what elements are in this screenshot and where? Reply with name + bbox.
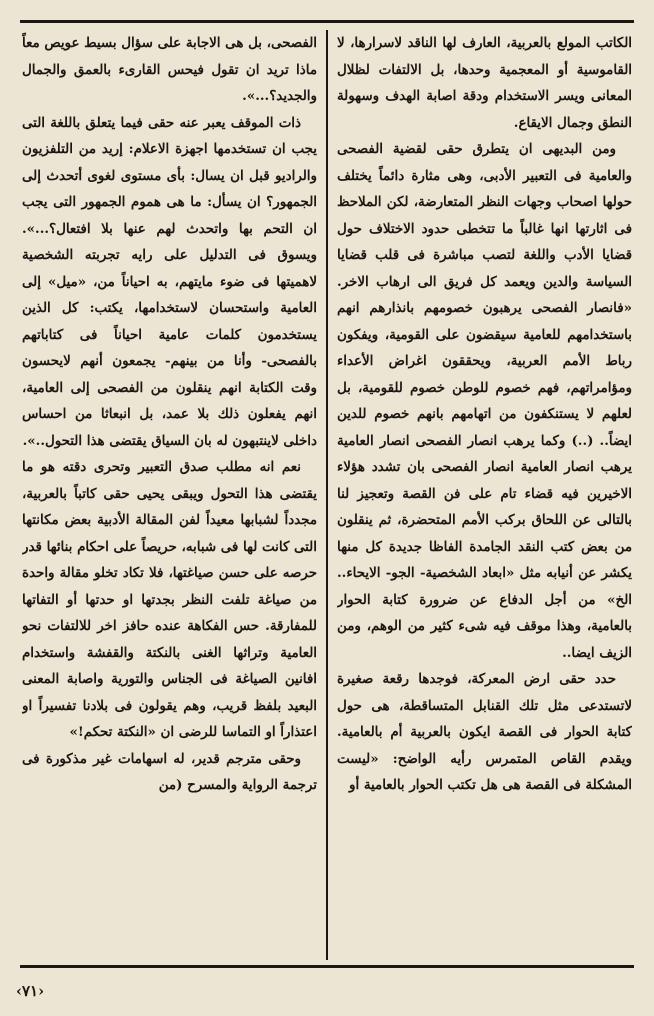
column-divider bbox=[326, 30, 328, 960]
paragraph: نعم انه مطلب صدق التعبير وتحرى دقته هو ما يقتضى هذا التحول ويبقى يحيى حقى كاتباً بالعربية، مجدداً لشبابها معيداً لفن المقالة الأدبية بعض مكانتها التى كانت لها فى شبابه، حريصاً على احكام بنائها قدر حرصه على حسن صياغتها، فلا تكاد تخلو مقالة واحدة من صياغة تلفت النظر بجدتها او حدتها أو التفاتها للمفارقة. حس الفكاهة عنده حافز اخر للالتفات نحو العامية وتراثها الغنى بالنكتة والقفشة واستخدام افانين الصياغة فى الجناس والتورية واصابة المعنى البعيد بلفظ قريب، وهم يقولون فى بلادنا تفسيراً او اعتذاراً او التماسا للرضى ان «النكتة تحكم!» bbox=[22, 459, 317, 740]
top-rule bbox=[20, 20, 634, 23]
paragraph: ذات الموقف يعبر عنه حقى فيما يتعلق باللغة التى يجب ان تستخدمها اجهزة الاعلام: إريد من التلفزيون والراديو قبل ان يسال: بأى مستوى لغوى أتحدث إلى الجمهور؟ ان يسأل: ما هى هموم الجمهور التى يجب ان التحم بها واتحدث لهم عنها بلا افتعال؟...». ويسوق فى التدليل على رايه تجربته الشخصية لاهميتها فى ضوء مايتهم، به احياناً من، «ميل» إلى العامية واستحسان لاستخدامها، يكتب: كل الذين يستخدمون كلمات عامية احياناً فى كتاباتهم بالفصحى- وأنا من بينهم- يجمعون أنهم لايحسون وقت الكتابة انهم ينقلون من الفصحى إلى العامية، انهم يفعلون ذلك بلا عمد، بل انبعاثا من احساس داخلى لاينتبهون له بان السياق يقتضى هذا التحول..». bbox=[22, 114, 317, 449]
bottom-rule bbox=[20, 965, 634, 968]
page-number: ‹٧١› bbox=[16, 982, 45, 1000]
left-text-column bbox=[22, 30, 317, 960]
paragraph: وحقى مترجم قدير، له اسهامات غير مذكورة فى ترجمة الرواية والمسرح (من bbox=[22, 750, 317, 793]
paragraph: ومن البديهى ان يتطرق حقى لقضية الفصحى والعامية فى التعبير الأدبى، وهى مثارة دائماً يختلف حولها اصحاب وجهات النظر المتعارضة، لكن الملاحظ فى اثارتها انها غالباً ما تتخطى حدود الاختلاف حول قضايا الأدب واللغة لتصب مباشرة فى قلب قضايا السياسة والدين ويعمد كل فريق الى ارهاب الاخر. «فانصار الفصحى يرهبون خصومهم بانذارهم انهم باستخدامهم للعامية سيقضون على القومية، ويفكون رباط الأمم العربية، ويحققون اغراض الأعداء ومؤامراتهم، فهم خصوم للوطن خصوم للقومية، بل لعلهم لا يستنكفون من اتهامهم بانهم خصوم للدين ايضاً.. (..) وكما يرهب انصار الفصحى انصار العامية يرهب انصار العامية انصار الفصحى بان تشدد هؤلاء الاخيرين فيه قضاء تام على فن القصة وتعجيز لنا بالتالى عن اللحاق بركب الأمم المتحضرة، ثم ينقلون من بعض كتب النقد الجامدة الفاظا جديدة كل منها يكشر عن أنيابه مثل «ابعاد الشخصية- الجو- الايحاء.. الخ» من أجل الدفاع عن ضرورة كتابة الحوار بالعامية، وهذا موقف فيه شىء كثير من الوهم، ومن الزيف ايضا.. bbox=[337, 141, 632, 661]
right-text-column bbox=[337, 30, 632, 960]
paragraph: الكاتب المولع بالعربية، العارف لها الناقد لاسرارها، لا القاموسية أو المعجمية وحدها، بل الالتفات لظلال المعانى ويسر الاستخدام ودقة اصابة الهدف وسهولة النطق وجمال الايقاع. bbox=[337, 35, 632, 131]
paragraph: حدد حقى ارض المعركة، فوجدها رقعة صغيرة لاتستدعى مثل تلك القنابل المتساقطة، هى حول كتابة الحوار فى القصة ايكون بالعربية أم بالعامية. ويقدم القاص المتمرس رأيه الواضح: «ليست المشكلة فى القصة هى هل تكتب الحوار بالعامية أو bbox=[337, 671, 632, 793]
paragraph: الفصحى، بل هى الاجابة على سؤال بسيط عويص معاً ماذا تريد ان تقول فيحس القارىء بالعمق والجمال والجديد؟...». bbox=[22, 35, 317, 104]
